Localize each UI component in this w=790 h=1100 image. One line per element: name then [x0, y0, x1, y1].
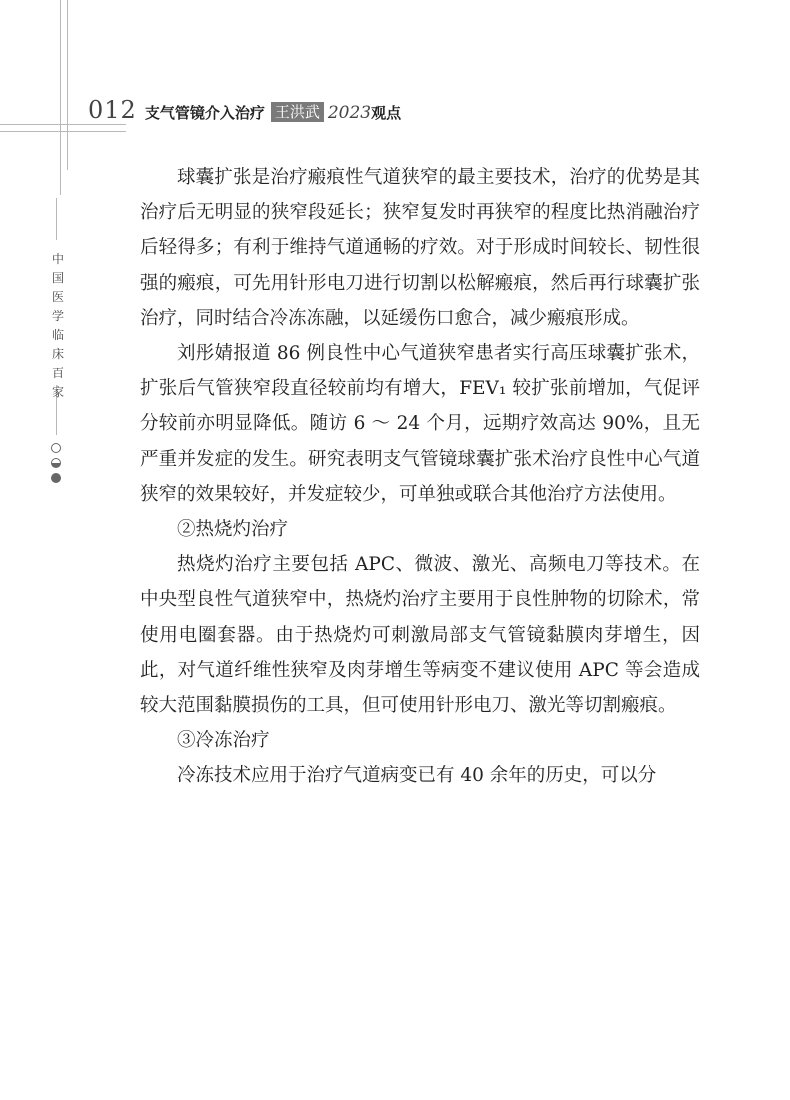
paragraph: 冷冻技术应用于治疗气道病变已有 40 余年的历史，可以分 — [177, 765, 657, 787]
paragraph: 刘彤婧报道 86 例良性中心气道狭窄患者实行高压球囊扩张术，扩张后气管狭窄段直径较前均有增大，FEV₁ 较扩张前增加，气促评分较前亦明显降低。随访 6 ～ 24 个月，远期疗效高达 90%，且无严重并发症的发生。研究表明支气管镜球囊扩张术治疗良性中心气道狭窄的效果较好，并发症较少，可单独或联合其他治疗方法使用。 — [140, 343, 700, 505]
circle-full-icon — [51, 473, 61, 483]
section-heading: ②热烧灼治疗 — [177, 519, 289, 541]
section-heading: ③冷冻治疗 — [177, 730, 270, 752]
body-text — [140, 160, 700, 794]
paragraph: 球囊扩张是治疗瘢痕性气道狭窄的最主要技术，治疗的优势是其治疗后无明显的狭窄段延长；狭窄复发时再狭窄的程度比热消融治疗后轻得多；有利于维持气道通畅的疗效。对于形成时间较长、韧性很强的瘢痕，可先用针形电刀进行切割以松解瘢痕，然后再行球囊扩张治疗，同时结合冷冻冻融，以延缓伤口愈合，减少瘢痕形成。 — [140, 167, 700, 329]
vertical-rule-right — [67, 0, 68, 170]
year: 2023 — [327, 103, 372, 123]
circle-half-icon — [51, 458, 61, 468]
header-suffix: 观点 — [371, 104, 402, 122]
header-rule — [0, 124, 126, 125]
circle-empty-icon — [51, 443, 61, 453]
side-rule-top — [56, 198, 57, 240]
page-number: 012 — [88, 96, 137, 124]
series-side-label: 中国医学临床百家 — [51, 252, 64, 399]
author-badge: 王洪武 — [271, 102, 324, 122]
running-header — [88, 94, 401, 122]
book-title: 支气管镜介入治疗 — [144, 104, 265, 122]
vertical-rule-left — [60, 0, 61, 195]
header-rule-short — [0, 131, 126, 132]
paragraph: 热烧灼治疗主要包括 APC、微波、激光、高频电刀等技术。在中央型良性气道狭窄中，热烧灼治疗主要用于良性肿物的切除术，常使用电圈套器。由于热烧灼可刺激局部支气管镜黏膜肉芽增生，因此，对气道纤维性狭窄及肉芽增生等病变不建议使用 APC 等会造成较大范围黏膜损伤的工具，但可使用针形电刀、激光等切割瘢痕。 — [140, 554, 700, 717]
